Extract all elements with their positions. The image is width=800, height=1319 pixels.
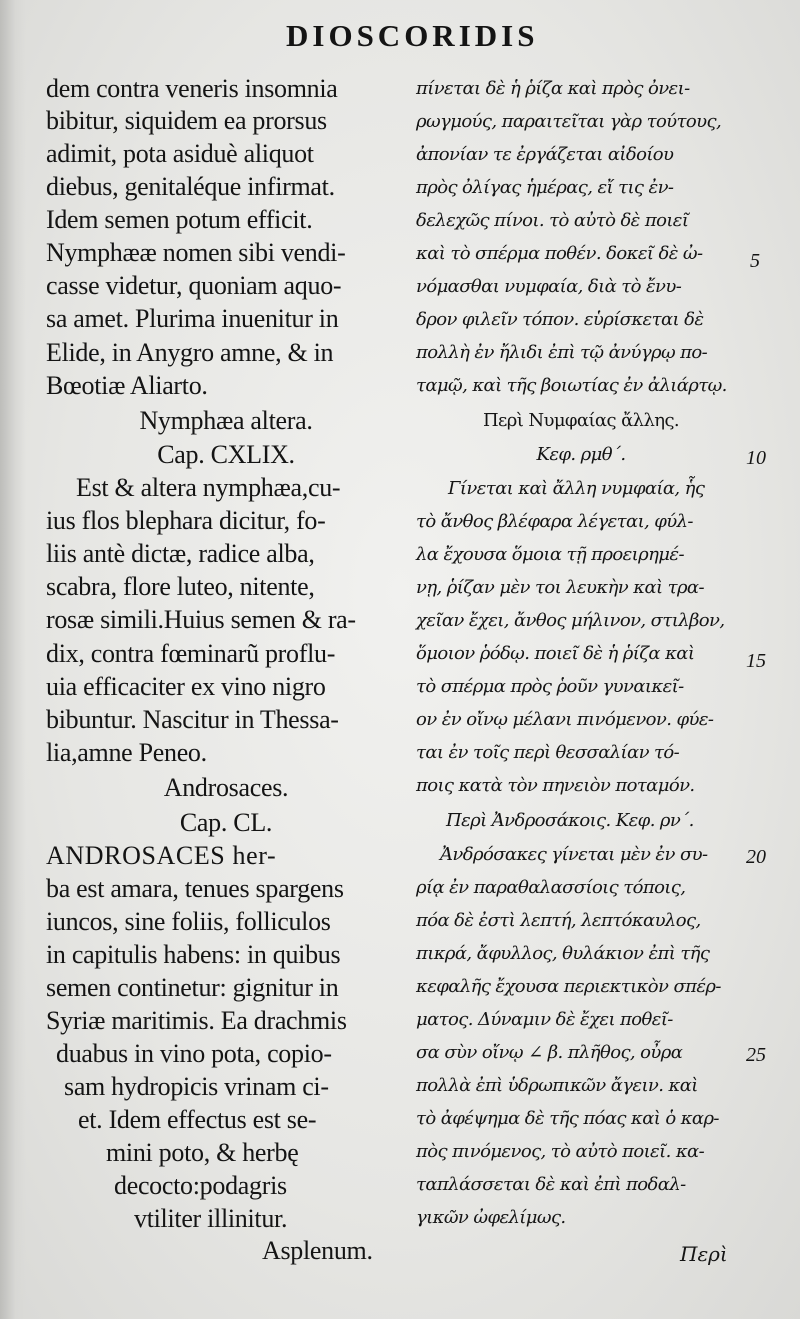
latin-line: sa amet. Plurima inuenitur in [46, 304, 339, 333]
latin-line: dem contra veneris insomnia [46, 74, 338, 103]
greek-line: πρὸς ὀλίγας ἡμέρας, εἴ τις ἐν- [416, 177, 674, 198]
greek-line: ται ἐν τοῖς περὶ θεσσαλίαν τό- [416, 742, 680, 763]
latin-line: iuncos, sine foliis, folliculos [46, 907, 331, 936]
greek-line: καὶ τὸ σπέρμα ποθέν. δοκεῖ δὲ ὠ- [416, 243, 703, 264]
running-head: DIOSCORIDIS [286, 18, 539, 53]
greek-line: ματος. Δύναμιν δὲ ἔχει ποθεῖ- [416, 1009, 673, 1030]
greek-line: τὸ σπέρμα πρὸς ῥοῦν γυναικεῖ- [416, 676, 684, 697]
greek-line: ὅμοιον ῥόδῳ. ποιεῖ δὲ ἡ ῥίζα καὶ [416, 643, 695, 664]
latin-line: Nymphææ nomen sibi vendi- [46, 238, 346, 267]
latin-line: casse videtur, quoniam aquo- [46, 271, 342, 300]
latin-line: scabra, flore luteo, nitente, [46, 572, 315, 601]
latin-line: bibitur, siquidem ea prorsus [46, 106, 327, 135]
greek-line: χεῖαν ἔχει, ἄνθος μήλινον, στιλβον, [416, 610, 725, 631]
page-gutter-shadow [0, 0, 26, 1319]
greek-line: τὸ ἄνθος βλέφαρα λέγεται, φύλ- [416, 511, 693, 532]
greek-line: πὸς πινόμενος, τὸ αὐτὸ ποιεῖ. κα- [416, 1141, 705, 1162]
margin-line-number: 15 [746, 650, 766, 672]
latin-line: decocto:podagris [114, 1171, 287, 1200]
margin-line-number: 5 [750, 250, 760, 272]
greek-line: πολλὴ ἐν ἤλιδι ἐπὶ τῷ ἀνύγρῳ πο- [416, 342, 708, 363]
greek-line: σα σὺν οἴνῳ ∠ β. πλῆθος, οὖρα [416, 1042, 683, 1063]
greek-line: νῃ, ῥίζαν μὲν τοι λευκὴν καὶ τρα- [416, 577, 704, 598]
greek-line: δελεχῶς πίνοι. τὸ αὐτὸ δὲ ποιεῖ [416, 210, 689, 231]
greek-line: πολλὰ ἐπὶ ὑδρωπικῶν ἄγειν. καὶ [416, 1075, 698, 1096]
greek-line: ἀπονίαν τε ἐργάζεται αἰδοίου [416, 144, 674, 165]
latin-line: liis antè dictæ, radice alba, [46, 539, 315, 568]
margin-line-number: 10 [746, 447, 766, 469]
greek-section-title: Περὶ Νυμφαίας ἄλλης. [482, 410, 680, 431]
latin-line: uia efficaciter ex vino nigro [46, 672, 326, 701]
greek-line: ταπλάσσεται δὲ καὶ ἐπὶ ποδαλ- [416, 1174, 686, 1195]
chapter-heading-cl: Cap. CL. [179, 808, 273, 837]
greek-line: τὸ ἀφέψημα δὲ τῆς πόας καὶ ὁ καρ- [416, 1108, 719, 1129]
greek-line: πίνεται δὲ ἡ ῥίζα καὶ πρὸς ὀνει- [416, 78, 690, 99]
latin-line: ANDROSACES her- [46, 841, 277, 870]
latin-line: et. Idem effectus est se- [78, 1105, 317, 1134]
latin-line: bibuntur. Nascitur in Thessa- [46, 705, 339, 734]
latin-line: duabus in vino pota, copio- [56, 1039, 332, 1068]
latin-line: vtiliter illinitur. [134, 1204, 288, 1233]
latin-line: Est & altera nymphæa,cu- [76, 473, 341, 502]
greek-line: πόα δὲ ἐστὶ λεπτή, λεπτόκαυλος, [416, 910, 701, 931]
greek-line: ταμῷ, καὶ τῆς βοιωτίας ἐν ἀλιάρτῳ. [416, 375, 727, 396]
latin-line: semen continetur: gignitur in [46, 973, 339, 1002]
section-title-nymphaea-altera: Nymphæa altera. [139, 406, 313, 435]
greek-line: ον ἐν οἴνῳ μέλανι πινόμενον. φύε- [416, 709, 714, 730]
greek-section-title-androsaces: Περὶ Ἀνδροσάκοις. Κεφ. ρν΄. [446, 810, 694, 831]
greek-line: ποις κατὰ τὸν πηνειὸν ποταμόν. [416, 775, 695, 796]
greek-line: ρωγμούς, παραιτεῖται γὰρ τούτους, [416, 111, 722, 132]
catchword-greek: Περὶ [680, 1242, 728, 1266]
greek-line: λα ἔχουσα ὅμοια τῇ προειρημέ- [416, 544, 684, 565]
latin-line: diebus, genitaléque infirmat. [46, 172, 335, 201]
latin-line: Idem semen potum efficit. [46, 205, 313, 234]
chapter-heading-cxlix: Cap. CXLIX. [157, 440, 295, 469]
latin-line: Elide, in Anygro amne, & in [46, 338, 334, 367]
section-title-androsaces: Androsaces. [163, 773, 289, 802]
latin-line: ba est amara, tenues spargens [46, 874, 344, 903]
margin-line-number: 20 [746, 846, 766, 868]
greek-chapter-heading: Κεφ. ρμθ΄. [536, 444, 626, 465]
margin-line-number: 25 [746, 1044, 766, 1066]
latin-line: lia,amne Peneo. [46, 738, 207, 767]
greek-line: νόμασθαι νυμφαία, διὰ τὸ ἔνυ- [416, 276, 682, 297]
greek-line: κεφαλῆς ἔχουσα περιεκτικὸν σπέρ- [416, 976, 721, 997]
latin-line: rosæ simili.Huius semen & ra- [46, 605, 356, 634]
greek-line: Ἀνδρόσακες γίνεται μὲν ἐν συ- [440, 844, 708, 865]
latin-line: Bœotiæ Aliarto. [46, 371, 208, 400]
latin-line: Syriæ maritimis. Ea drachmis [46, 1006, 347, 1035]
catchword-latin: Asplenum. [262, 1236, 373, 1265]
latin-line: dix, contra fœminarũ proflu- [46, 639, 336, 668]
latin-line: in capitulis habens: in quibus [46, 940, 341, 969]
latin-line: ius flos blephara dicitur, fo- [46, 506, 326, 535]
greek-line: Γίνεται καὶ ἄλλη νυμφαία, ἧς [448, 478, 705, 499]
greek-line: ρίᾳ ἐν παραθαλασσίοις τόποις, [416, 877, 686, 898]
greek-line: πικρά, ἄφυλλος, θυλάκιον ἐπὶ τῆς [416, 943, 710, 964]
latin-line: sam hydropicis vrinam ci- [64, 1072, 329, 1101]
latin-line: mini poto, & herbę [106, 1138, 299, 1167]
greek-line: γικῶν ὠφελίμως. [416, 1207, 566, 1228]
greek-line: δρον φιλεῖν τόπον. εὑρίσκεται δὲ [416, 309, 704, 330]
latin-line: adimit, pota asiduè aliquot [46, 139, 314, 168]
